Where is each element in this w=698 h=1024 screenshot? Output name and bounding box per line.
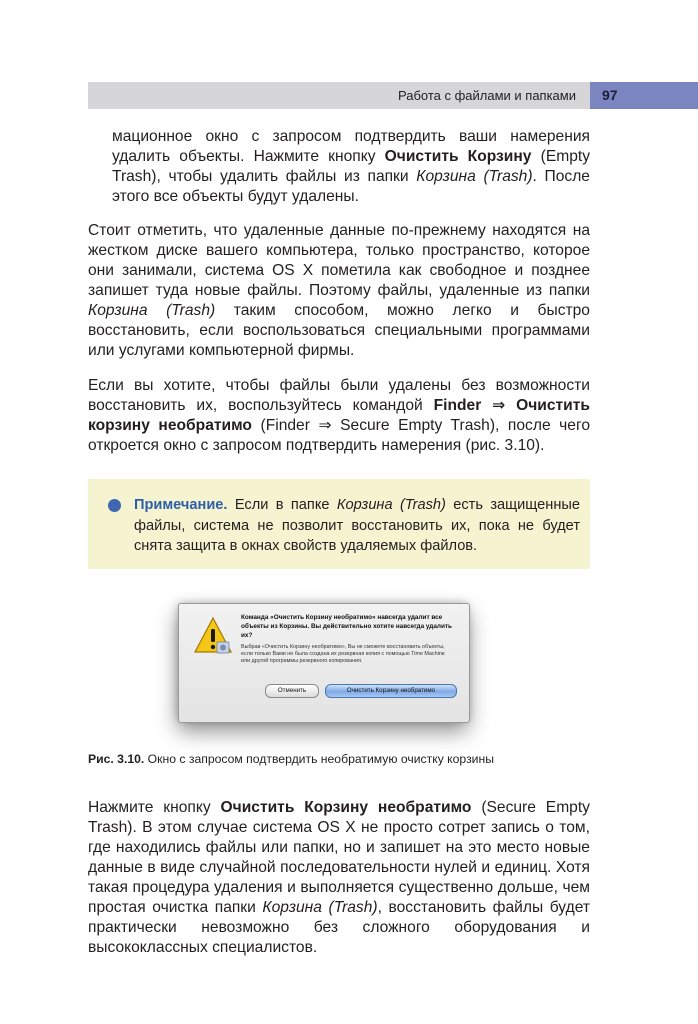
secure-empty-trash-button[interactable]: Очистить Корзину необратимо <box>325 684 457 698</box>
caption-text: Окно с запросом подтвердить необратимую очистку корзины <box>144 752 494 766</box>
text-run: таким способом, можно легко и быстро восстановить, если воспользоваться специальными программами или услугами компьютерной фирмы. <box>88 302 590 359</box>
text-run: есть защищенные файлы, система не позволит восстановить их, пока не будет снята защита в окнах свойств удаляемых файлов. <box>134 497 580 554</box>
text-run: (Finder ⇒ Secure Empty Trash), после чего откроется окно с запросом подтвердить намерения (рис. 3.10). <box>88 417 590 454</box>
italic-term: Корзина (Trash) <box>262 899 378 916</box>
paragraph-deleted-data <box>88 221 590 361</box>
bold-term: Очистить Корзину <box>384 148 532 165</box>
bold-term: Очистить Корзину необратимо <box>220 799 472 816</box>
text-run: , восстановить файлы будет практически невозможно без сложного оборудования и высококлассных специалистов. <box>88 899 590 956</box>
cancel-button[interactable]: Отменить <box>265 684 319 698</box>
paragraph-continued <box>112 127 590 207</box>
header-title: Работа с файлами и папками <box>397 88 576 103</box>
secure-empty-trash-dialog <box>178 603 470 723</box>
text-run: мационное окно с запросом подтвердить ваши намерения удалить объекты. Нажмите кнопку <box>112 128 590 165</box>
caption-label: Рис. 3.10. <box>88 752 145 766</box>
note-label: Примечание. <box>134 497 228 513</box>
page-number: 97 <box>602 87 618 103</box>
bold-command: Finder ⇒ Очистить корзину необратимо <box>88 397 590 434</box>
italic-term: Корзина (Trash) <box>336 497 446 513</box>
italic-term: Корзина (Trash) <box>88 302 216 319</box>
figure-caption <box>88 751 590 767</box>
paragraph-secure-empty-explained <box>88 798 590 958</box>
text-run: Нажмите кнопку <box>88 799 221 816</box>
note-box <box>88 479 590 569</box>
page-number-tab <box>590 82 698 109</box>
text-run: . После этого все объекты будут удалены. <box>112 168 590 205</box>
text-run: (Secure Empty Trash). В этом случае система OS X не просто сотрет запись о том, где находились файлы или папки, но и запишет на это место новые данные в виде случайной последовательности нулей и единиц. Хотя такая процедура удаления и выполняется существенно дольше, чем простая очистка папки <box>88 799 590 916</box>
warning-icon <box>193 616 233 656</box>
note-text <box>134 495 580 557</box>
note-bullet-icon <box>108 499 121 512</box>
text-run: Если вы хотите, чтобы файлы были удалены без возможности восстановить их, воспользуйтесь командой <box>88 377 590 414</box>
paragraph-secure-empty <box>88 376 590 456</box>
running-header <box>88 82 590 109</box>
text-run: Стоит отметить, что удаленные данные по-прежнему находятся на жестком диске вашего компьютера, только пространство, которое они занимали, система OS X пометила как свободное и позднее запишет туда новые файлы. Поэтому файлы, удаленные из папки <box>88 222 590 299</box>
text-run: (Empty Trash), чтобы удалить файлы из папки <box>112 148 591 185</box>
text-run: Если в папке <box>227 497 337 513</box>
dialog-heading: Команда «Очистить Корзину необратимо» навсегда удалит все объекты из Корзины. Вы действительно хотите навсегда удалить их? <box>241 614 452 639</box>
dialog-body: Выбрав «Очистить Корзину необратимо», Вы не сможете восстановить объекты, если только Вами не была создана их резервная копия с помощью Time Machine или другой программы резервного копирования. <box>241 644 445 665</box>
italic-term: Корзина (Trash) <box>416 168 533 185</box>
